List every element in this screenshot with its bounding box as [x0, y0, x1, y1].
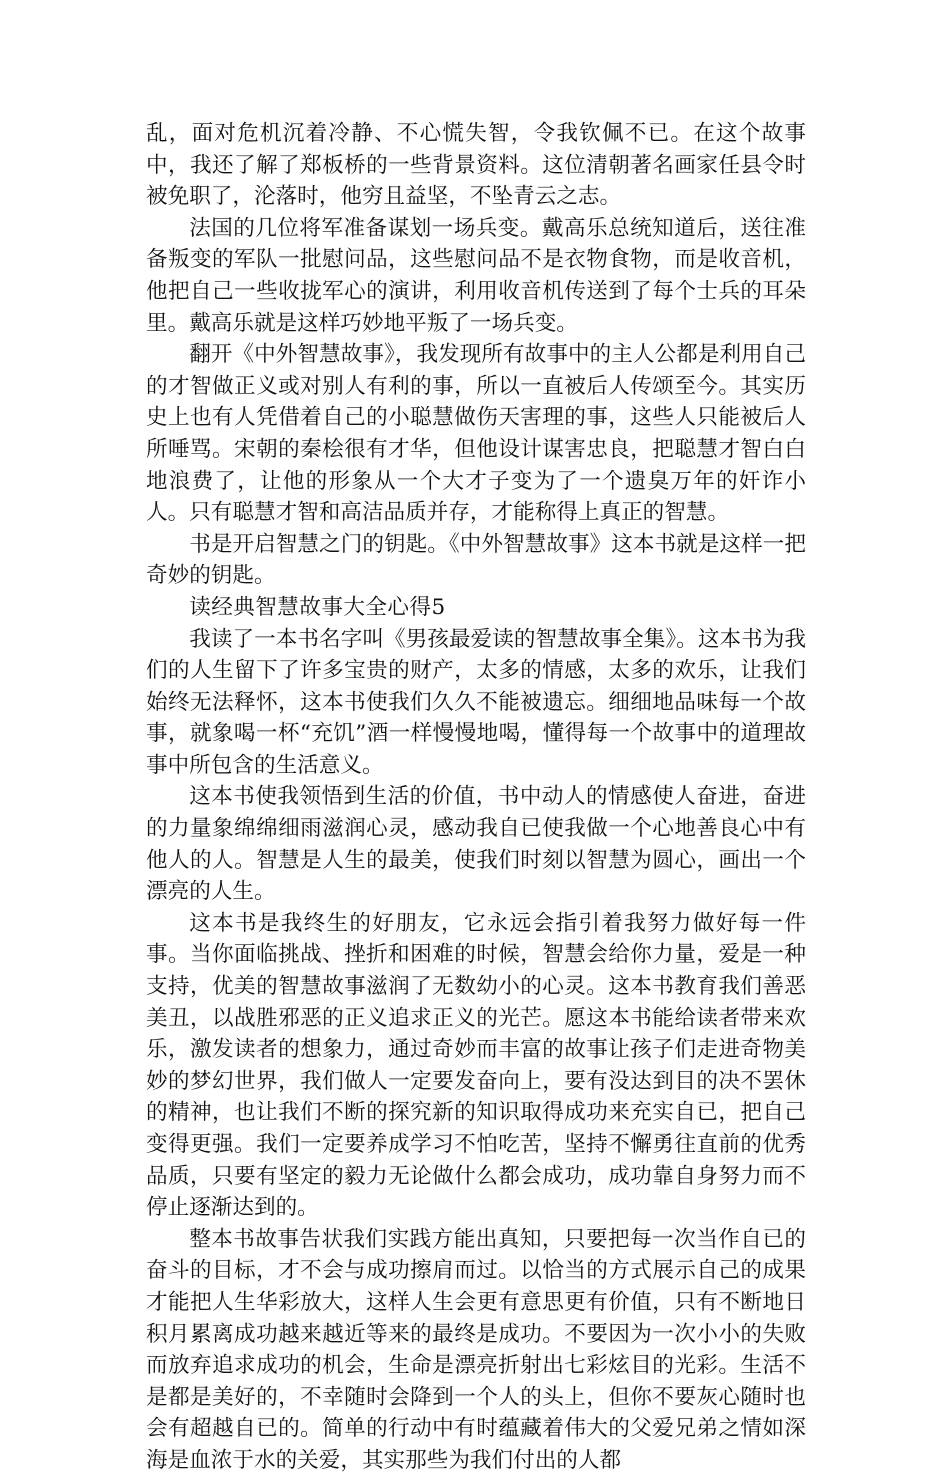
paragraph-key-of-wisdom: 书是开启智慧之门的钥匙。《中外智慧故事》这本书就是这样一把奇妙的钥匙。: [146, 531, 806, 589]
paragraph-book-intro: 我读了一本书名字叫《男孩最爱读的智慧故事全集》。这本书为我们的人生留下了许多宝贵的财产，太多的情感，太多的欢乐，让我们始终无法释怀，这本书使我们久久不能被遗忘。细细地品味每一个故事，就象喝一杯“充饥”酒一样慢慢地喝，懂得每一个故事中的道理故事中所包含的生活意义。: [146, 626, 806, 778]
section-heading: 读经典智慧故事大全心得5: [189, 594, 446, 620]
paragraph-wisdom-stories: 翻开《中外智慧故事》，我发现所有故事中的主人公都是利用自己的才智做正义或对别人有利的事，所以一直被后人传颂至今。其实历史上也有人凭借着自己的小聪慧做伤天害理的事，这些人只能被后人所唾骂。宋朝的秦桧很有才华，但他设计谋害忠良，把聪慧才智白白地浪费了，让他的形象从一个大才子变为了一个遗臭万年的奸诈小人。只有聪慧才智和高洁品质并存，才能称得上真正的智慧。: [146, 342, 806, 526]
paragraph-de-gaulle: 法国的几位将军准备谋划一场兵变。戴高乐总统知道后，送往准备叛变的军队一批慰问品，这些慰问品不是衣物食物，而是收音机，他把自己一些收拢军心的演讲，利用收音机传送到了每个士兵的耳朵里。戴高乐就是这样巧妙地平叛了一场兵变。: [146, 215, 806, 336]
paragraph-value-of-life: 这本书使我领悟到生活的价值，书中动人的情感使人奋进，奋进的力量象绵绵细雨滋润心灵，感动我自已使我做一个心地善良心中有他人的人。智慧是人生的最美，使我们时刻以智慧为圆心，画出一个漂亮的人生。: [146, 784, 806, 905]
paragraph-continuation: 乱，面对危机沉着冷静、不心慌失智，令我钦佩不已。在这个故事中，我还了解了郑板桥的一些背景资料。这位清朝著名画家任县令时被免职了，沦落时，他穷且益坚，不坠青云之志。: [146, 121, 806, 210]
paragraph-lifelong-friend: 这本书是我终生的好朋友，它永远会指引着我努力做好每一件事。当你面临挑战、挫折和困难的时候，智慧会给你力量，爱是一种支持，优美的智慧故事滋润了无数幼小的心灵。这本书教育我们善恶美丑，以战胜邪恶的正义追求正义的光芒。愿这本书能给读者带来欢乐，激发读者的想象力，通过奇妙而丰富的故事让孩子们走进奇物美妙的梦幻世界，我们做人一定要发奋向上，要有没达到目的决不罢休的精神，也让我们不断的探究新的知识取得成功来充实自已，把自己变得更强。我们一定要养成学习不怕吃苦，坚持不懈勇往直前的优秀品质，只要有坚定的毅力无论做什么都会成功，成功靠自身努力而不停止逐渐达到的。: [146, 910, 806, 1221]
paragraph-practice: 整本书故事告状我们实践方能出真知，只要把每一次当作自已的奋斗的目标，才不会与成功擦肩而过。以恰当的方式展示自己的成果才能把人生华彩放大，这样人生会更有意思更有价值，只有不断地日积月累离成功越来越近等来的最终是成功。不要因为一次小小的失败而放弃追求成功的机会，生命是漂亮折射出七彩炫目的光彩。生活不是都是美好的，不幸随时会降到一个人的头上，但你不要灰心随时也会有超越自已的。简单的行动中有时蕴藏着伟大的父爱兄弟之情如深海是血浓于水的关爱，其实那些为我们付出的人都: [146, 1226, 806, 1473]
document-page: [146, 118, 806, 1477]
